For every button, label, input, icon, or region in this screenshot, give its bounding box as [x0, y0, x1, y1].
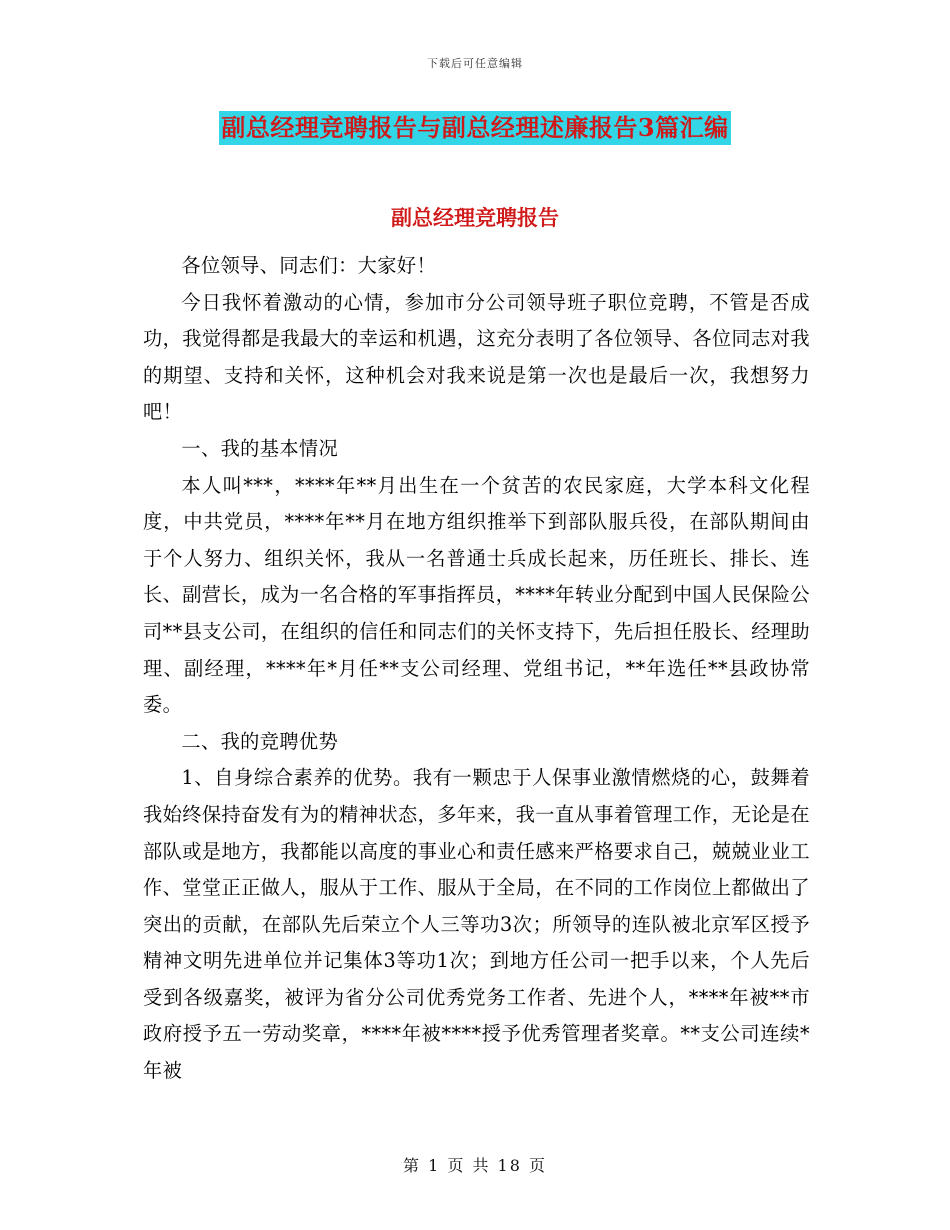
- paragraph-intro: 今日我怀着激动的心情，参加市分公司领导班子职位竞聘，不管是否成功，我觉得都是我最大的幸运和机遇，这充分表明了各位领导、各位同志对我的期望、支持和关怀，这种机会对我来说是第一次也是最后一次，我想努力吧！: [143, 290, 810, 424]
- heading-basic-info: 一、我的基本情况: [181, 436, 339, 460]
- paragraph-advantage-1: 1、自身综合素养的优势。我有一颗忠于人保事业激情燃烧的心，鼓舞着我始终保持奋发有为的精神状态，多年来，我一直从事着管理工作，无论是在部队或是地方，我都能以高度的事业心和责任感来严格要求自己，兢兢业业工作、堂堂正正做人，服从于工作、服从于全局，在不同的工作岗位上都做出了突出的贡献，在部队先后荣立个人三等功3次；所领导的连队被北京军区授予精神文明先进单位并记集体3等功1次；到地方任公司一把手以来，个人先后受到各级嘉奖，被评为省分公司优秀党务工作者、先进个人，****年被**市政府授予五一劳动奖章，****年被****授予优秀管理者奖章。**支公司连续*年被: [143, 766, 810, 1083]
- document-title-wrap: [0, 111, 950, 145]
- page-number: 第 1 页 共 18 页: [403, 1156, 547, 1175]
- section-title: 副总经理竞聘报告: [391, 205, 559, 230]
- heading-advantages: 二、我的竞聘优势: [181, 729, 339, 753]
- document-title: 副总经理竞聘报告与副总经理述廉报告3篇汇编: [219, 111, 730, 145]
- paragraph-basic-info: 本人叫***，****年**月出生在一个贫苦的农民家庭，大学本科文化程度，中共党员，****年**月在地方组织推举下到部队服兵役，在部队期间由于个人努力、组织关怀，我从一名普通士兵成长起来，历任班长、排长、连长、副营长，成为一名合格的军事指挥员，****年转业分配到中国人民保险公司**县支公司，在组织的信任和同志们的关怀支持下，先后担任股长、经理助理、副经理，****年*月任**支公司经理、党组书记，**年选任**县政协常委。: [143, 473, 810, 717]
- document-body: [143, 248, 810, 1090]
- header-note: 下载后可任意编辑: [427, 57, 523, 70]
- paragraph-greeting: 各位领导、同志们：大家好！: [181, 254, 437, 277]
